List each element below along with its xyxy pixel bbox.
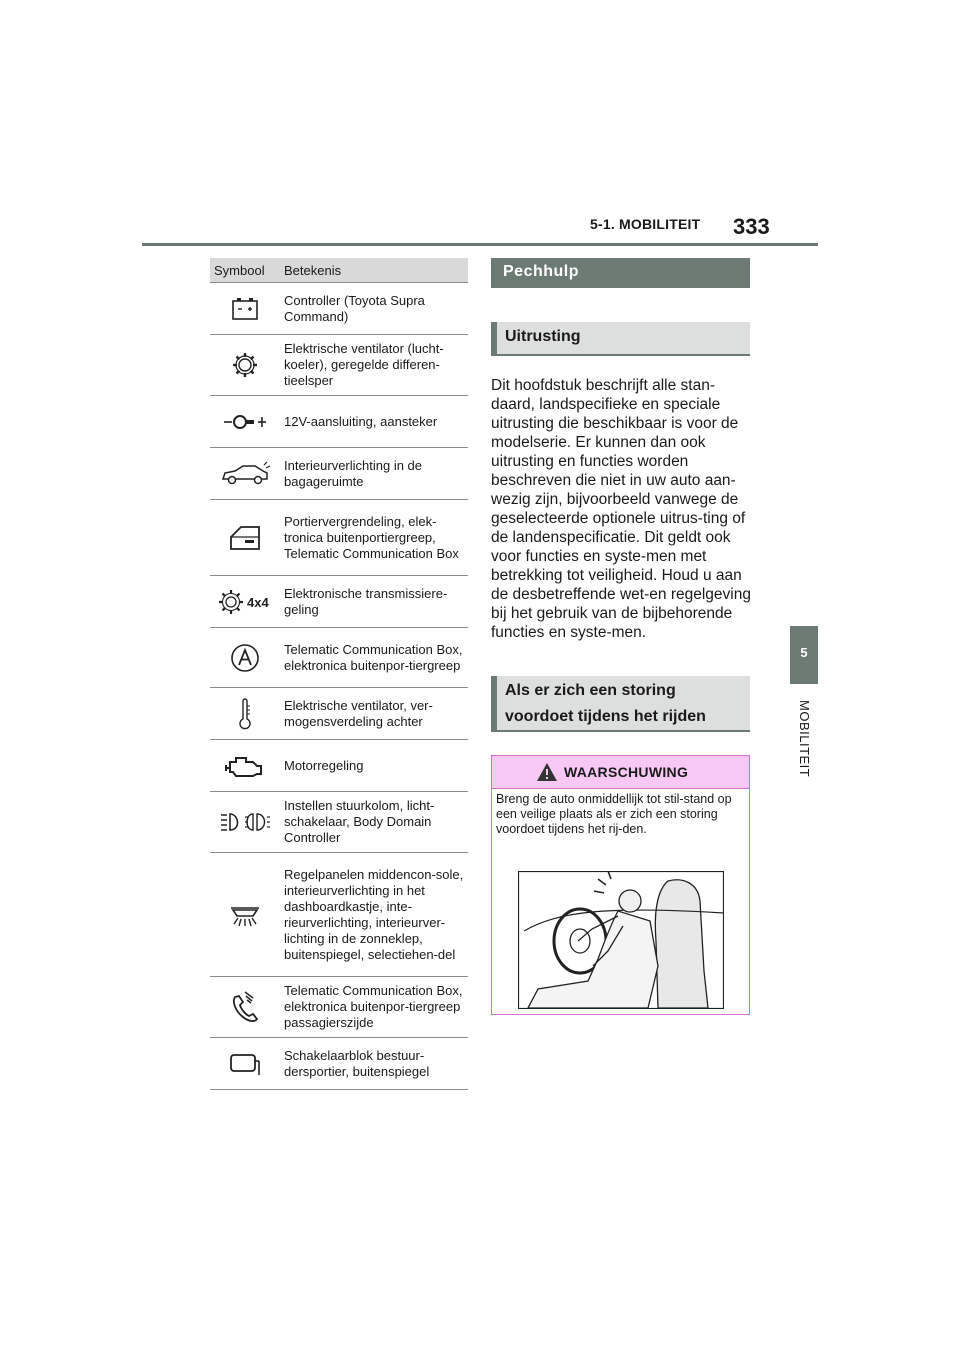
meaning-cell: Interieurverlichting in de bagageruimte: [280, 448, 468, 500]
chapter-label: MOBILITEIT: [797, 700, 812, 778]
table-row: [210, 396, 468, 448]
table-header-row: [210, 258, 468, 283]
intro-paragraph: Dit hoofdstuk beschrijft alle stan-daard, landspecifieke en speciale uitrusting die beschikbaar is voor de modelserie. Er kunnen dan ook uitrusting en functies worden beschreven die niet in uw auto aan-wezig zijn, bijvoorbeeld vanwege de geselecteerde optionele uitrus-ting of de landenspecificatie. Dit geldt ook voor functies en syste-men met betrekking tot veiligheid. Houd u aan de desbetreffende wet-en regelgeving bij het gebruik van de bijbehorende functies en syste-men.: [491, 377, 751, 641]
symbol-cell: [210, 335, 280, 396]
heading-storing-line2: voordoet tijdens het rijden: [505, 708, 706, 725]
switch-block-icon: [227, 1049, 263, 1079]
battery-controller-icon: [229, 295, 261, 323]
table-row: [210, 448, 468, 500]
meaning-cell: Telematic Communication Box, elektronica buitenpor-tiergreep: [280, 628, 468, 688]
symbol-cell: [210, 977, 280, 1038]
door-lock-icon: [227, 523, 263, 553]
table-row: [210, 283, 468, 335]
symbol-cell: [210, 740, 280, 792]
table-row: [210, 977, 468, 1038]
warning-header: [492, 756, 749, 789]
table-row: [210, 576, 468, 628]
interior-lamp-icon: [228, 902, 262, 928]
chapter-number: 5: [800, 645, 808, 660]
thermometer-icon: [237, 697, 253, 731]
symbol-table: [210, 258, 468, 1090]
symbol-cell: [210, 853, 280, 977]
meaning-cell: Elektrische ventilator, ver-mogensverdeling achter: [280, 688, 468, 740]
chapter-tab: [790, 626, 818, 684]
car-trunk-light-icon: [219, 461, 271, 487]
heading-storing: [491, 676, 750, 732]
header-rule: [142, 243, 818, 246]
page-number: 333: [733, 214, 770, 239]
engine-icon: [225, 753, 265, 779]
table-row: [210, 335, 468, 396]
symbol-cell: [210, 628, 280, 688]
meaning-cell: Regelpanelen middencon-sole, interieurverlichting in het dashboardkastje, inte-rieurverlichting, interieurver-lichting in de zonneklep, buitenspiegel, selectiehen-del: [280, 853, 468, 977]
symbol-cell: [210, 576, 280, 628]
warning-triangle-icon: [536, 762, 558, 782]
assist-a-icon: [229, 642, 261, 674]
table-row: [210, 740, 468, 792]
symbol-cell: [210, 396, 280, 448]
table-row: [210, 688, 468, 740]
section-title: 5-1. MOBILITEIT: [590, 216, 701, 232]
driver-illustration: [518, 871, 724, 1009]
meaning-cell: Elektronische transmissiere-geling: [280, 576, 468, 628]
chapter-side-label: [780, 700, 830, 810]
meaning-cell: 12V-aansluiting, aansteker: [280, 396, 468, 448]
table-row: [210, 500, 468, 576]
table-row: [210, 853, 468, 977]
symbol-cell: [210, 792, 280, 853]
warning-text: Breng de auto onmiddellijk tot stil-stand op een veilige plaats als er zich een storing voordoet tijdens het rij-den.: [496, 792, 732, 836]
symbol-cell: [210, 1038, 280, 1090]
warning-box: [491, 755, 750, 1015]
phone-icon: [229, 989, 261, 1025]
meaning-cell: Motorregeling: [280, 740, 468, 792]
table-row: [210, 1038, 468, 1090]
symbol-cell: [210, 448, 280, 500]
meaning-cell: Telematic Communication Box, elektronica buitenpor-tiergreep passagierszijde: [280, 977, 468, 1038]
meaning-cell: Portiervergrendeling, elek-tronica buitenportiergreep, Telematic Communication Box: [280, 500, 468, 576]
meaning-cell: Instellen stuurkolom, licht-schakelaar, Body Domain Controller: [280, 792, 468, 853]
headlight-icon: [219, 810, 271, 834]
meaning-cell: Controller (Toyota Supra Command): [280, 283, 468, 335]
table-row: [210, 628, 468, 688]
socket-12v-icon: [222, 412, 268, 432]
symbol-cell: [210, 688, 280, 740]
symbol-cell: [210, 283, 280, 335]
heading-storing-line1: Als er zich een storing: [505, 682, 676, 699]
column-header-meaning: Betekenis: [280, 258, 468, 283]
fan-gear-icon: [230, 350, 260, 380]
warning-title: WAARSCHUWING: [564, 764, 689, 780]
heading-uitrusting: Uitrusting: [491, 322, 750, 356]
table-row: [210, 792, 468, 853]
meaning-cell: Elektrische ventilator (lucht-koeler), geregelde differen-tieelsper: [280, 335, 468, 396]
heading-pechhulp: Pechhulp: [491, 258, 750, 288]
column-header-symbol: Symbool: [210, 258, 280, 283]
svg-text:4x4: 4x4: [247, 594, 269, 610]
symbol-cell: [210, 500, 280, 576]
meaning-cell: Schakelaarblok bestuur-dersportier, buitenspiegel: [280, 1038, 468, 1090]
gear-4x4-icon: [218, 587, 272, 617]
